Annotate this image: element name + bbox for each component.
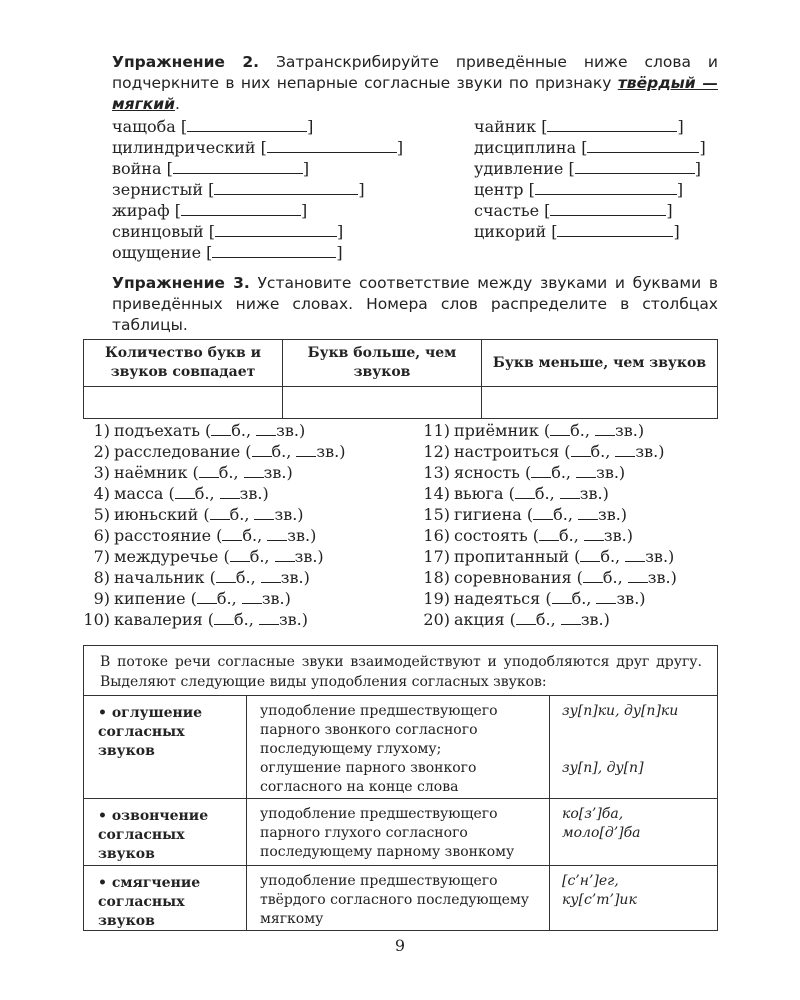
sounds-blank[interactable]	[244, 463, 264, 478]
exercise-3-table	[83, 339, 718, 419]
answer-blank[interactable]	[587, 139, 699, 153]
exercise-2-words-left	[112, 116, 403, 263]
word-item: война [ ]	[112, 159, 310, 178]
table-header: Количество букв и звуков совпадает	[84, 340, 283, 387]
exercise-3-item	[422, 588, 677, 609]
sounds-label: зв.)	[274, 505, 304, 524]
item-number: 18)	[423, 568, 450, 587]
sounds-blank[interactable]	[578, 505, 598, 520]
sounds-label: зв.)	[276, 421, 306, 440]
sounds-blank[interactable]	[615, 442, 635, 457]
letters-label: б.,	[553, 505, 578, 524]
letters-label: б.,	[216, 589, 242, 608]
word-item: ощущение [ ]	[112, 243, 343, 262]
letters-label: б.,	[590, 442, 616, 461]
item-word: расстояние (	[114, 526, 223, 545]
answer-blank[interactable]	[557, 223, 673, 237]
word-item: чайник [ ]	[474, 117, 684, 136]
assimilation-info-box	[83, 645, 718, 931]
sounds-blank[interactable]	[267, 526, 287, 541]
letters-label: б.,	[194, 484, 220, 503]
exercise-2-emphasis: твёрдый — мягкий	[112, 74, 718, 113]
sounds-blank[interactable]	[220, 484, 240, 499]
exercise-3-item	[82, 609, 345, 630]
exercise-3-item	[82, 420, 345, 441]
sounds-label: зв.)	[316, 442, 346, 461]
letters-blank[interactable]	[515, 484, 535, 499]
answer-blank[interactable]	[214, 181, 358, 195]
sounds-label: зв.)	[294, 547, 324, 566]
info-row-examples	[562, 805, 712, 843]
sounds-blank[interactable]	[561, 610, 581, 625]
exercise-3-item	[82, 462, 345, 483]
letters-blank[interactable]	[222, 526, 242, 541]
item-word: июньский (	[114, 505, 210, 524]
item-number: 16)	[423, 526, 450, 545]
word-item: счастье [ ]	[474, 201, 673, 220]
sounds-label: зв.)	[239, 484, 269, 503]
answer-blank[interactable]	[212, 244, 336, 258]
exercise-3-list-right	[422, 420, 677, 630]
item-word: гигиена (	[454, 505, 534, 524]
info-row-examples	[562, 872, 712, 910]
info-example: зу[п], ду[п]	[562, 760, 644, 776]
exercise-2-heading	[112, 52, 718, 115]
letters-label: б.,	[602, 568, 628, 587]
letters-blank[interactable]	[175, 484, 195, 499]
word-text: счастье	[474, 201, 540, 220]
info-row-name: • оглушение согласных звуков	[98, 705, 203, 759]
letters-label: б.,	[235, 568, 261, 587]
sounds-blank[interactable]	[560, 484, 580, 499]
item-word: кавалерия (	[114, 610, 215, 629]
item-number: 12)	[423, 442, 450, 461]
item-word: наёмник (	[114, 463, 199, 482]
letters-blank[interactable]	[539, 526, 559, 541]
word-item: чащоба [ ]	[112, 117, 314, 136]
item-number: 13)	[423, 463, 450, 482]
sounds-label: зв.)	[263, 463, 293, 482]
letters-blank[interactable]	[216, 568, 236, 583]
item-word: настроиться (	[454, 442, 571, 461]
item-number: 7)	[93, 547, 110, 566]
info-example: [с’н’]ег,	[562, 873, 619, 889]
item-number: 5)	[93, 505, 110, 524]
item-word: надеяться (	[454, 589, 552, 608]
exercise-3-item	[82, 567, 345, 588]
letters-label: б.,	[229, 505, 255, 524]
letters-blank[interactable]	[214, 610, 234, 625]
exercise-3-item	[82, 546, 345, 567]
item-word: ясность (	[454, 463, 532, 482]
info-row-devoicing	[84, 695, 717, 799]
item-number: 11)	[423, 421, 450, 440]
item-number: 14)	[423, 484, 450, 503]
exercise-3-item	[82, 525, 345, 546]
exercise-3-item	[422, 420, 677, 441]
sounds-label: зв.)	[596, 463, 626, 482]
letters-label: б.,	[231, 421, 257, 440]
sounds-label: зв.)	[278, 610, 308, 629]
sounds-label: зв.)	[261, 589, 291, 608]
sounds-blank[interactable]	[254, 505, 274, 520]
word-text: война	[112, 159, 162, 178]
answer-cell[interactable]	[482, 387, 718, 419]
letters-label: б.,	[242, 526, 268, 545]
exercise-2-text: Затранскрибируйте приведённые ниже слова и подчеркните в них непарные согласные звуки по признаку	[112, 53, 719, 92]
word-text: центр	[474, 180, 524, 199]
letters-label: б.,	[535, 610, 561, 629]
item-word: акция (	[454, 610, 516, 629]
sounds-label: зв.)	[635, 442, 665, 461]
letters-label: б.,	[271, 442, 297, 461]
info-row-examples	[562, 702, 712, 778]
sounds-label: зв.)	[647, 568, 677, 587]
answer-blank[interactable]	[575, 160, 695, 174]
word-item: удивление [ ]	[474, 159, 701, 178]
answer-cell[interactable]	[283, 387, 482, 419]
item-word: расследование (	[114, 442, 252, 461]
word-text: зернистый	[112, 180, 203, 199]
letters-label: б.,	[218, 463, 244, 482]
exercise-2-end: .	[174, 95, 180, 113]
answer-blank[interactable]	[181, 202, 301, 216]
info-example: моло[д’]ба	[562, 825, 641, 841]
word-text: дисциплина	[474, 138, 577, 157]
sounds-label: зв.)	[615, 421, 645, 440]
answer-blank[interactable]	[173, 160, 303, 174]
item-number: 15)	[423, 505, 450, 524]
sounds-blank[interactable]	[576, 463, 596, 478]
letters-label: б.,	[600, 547, 626, 566]
item-number: 2)	[93, 442, 110, 461]
item-number: 4)	[93, 484, 110, 503]
info-row-name: • смягчение согласных звуков	[98, 875, 201, 929]
letters-blank[interactable]	[199, 463, 219, 478]
word-item: дисциплина [ ]	[474, 138, 706, 157]
sounds-label: зв.)	[280, 568, 310, 587]
word-text: цикорий	[474, 222, 547, 241]
exercise-3-item	[422, 525, 677, 546]
word-text: чащоба	[112, 117, 176, 136]
exercise-3-item	[422, 609, 677, 630]
info-row-description: уподобление предшествующего парного глухого согласного последующему парному звонкому	[260, 806, 515, 860]
word-item: свинцовый [ ]	[112, 222, 344, 241]
letters-blank[interactable]	[210, 505, 230, 520]
word-item: центр [ ]	[474, 180, 684, 199]
sounds-label: зв.)	[645, 547, 675, 566]
answer-blank[interactable]	[547, 118, 677, 132]
item-number: 19)	[423, 589, 450, 608]
letters-blank[interactable]	[571, 442, 591, 457]
sounds-label: зв.)	[580, 610, 610, 629]
word-item: зернистый [ ]	[112, 180, 365, 199]
exercise-3-item	[422, 462, 677, 483]
item-number: 1)	[93, 421, 110, 440]
word-text: удивление	[474, 159, 564, 178]
answer-blank[interactable]	[550, 202, 666, 216]
letters-blank[interactable]	[550, 421, 570, 436]
sounds-blank[interactable]	[628, 568, 648, 583]
letters-blank[interactable]	[533, 505, 553, 520]
sounds-blank[interactable]	[595, 421, 615, 436]
exercise-3-item	[422, 567, 677, 588]
sounds-label: зв.)	[287, 526, 317, 545]
sounds-label: зв.)	[597, 505, 628, 524]
sounds-label: зв.)	[603, 526, 633, 545]
exercise-3-item	[422, 441, 677, 462]
letters-blank[interactable]	[583, 568, 603, 583]
item-number: 9)	[93, 589, 110, 608]
answer-cell[interactable]	[84, 387, 283, 419]
word-item: жираф [ ]	[112, 201, 308, 220]
letters-blank[interactable]	[211, 421, 231, 436]
letters-label: б.,	[571, 589, 597, 608]
info-row-name: • озвончение согласных звуков	[98, 808, 209, 862]
exercise-3-item	[82, 504, 345, 525]
info-row-voicing	[84, 798, 717, 866]
exercise-3-item	[422, 483, 677, 504]
item-number: 8)	[93, 568, 110, 587]
sounds-blank[interactable]	[584, 526, 604, 541]
answer-blank[interactable]	[535, 181, 677, 195]
table-header: Букв меньше, чем звуков	[482, 340, 718, 387]
exercise-3-item	[422, 504, 677, 525]
sounds-blank[interactable]	[625, 547, 645, 562]
item-word: подъехать (	[114, 421, 212, 440]
letters-blank[interactable]	[531, 463, 551, 478]
exercise-3-heading	[112, 273, 718, 336]
exercise-3-item	[422, 546, 677, 567]
item-number: 20)	[423, 610, 450, 629]
word-text: чайник	[474, 117, 537, 136]
item-word: пропитанный (	[454, 547, 581, 566]
info-row-palatalization	[84, 865, 717, 931]
sounds-blank[interactable]	[275, 547, 295, 562]
sounds-blank[interactable]	[242, 589, 262, 604]
exercise-3-title: Упражнение 3.	[112, 274, 250, 292]
item-word: междуречье (	[114, 547, 230, 566]
info-row-description	[260, 702, 542, 797]
item-word: начальник (	[114, 568, 216, 587]
sounds-label: зв.)	[616, 589, 646, 608]
letters-blank[interactable]	[580, 547, 600, 562]
sounds-blank[interactable]	[261, 568, 281, 583]
exercise-3-item	[82, 483, 345, 504]
sounds-blank[interactable]	[259, 610, 279, 625]
answer-blank[interactable]	[215, 223, 337, 237]
exercise-3-item	[82, 588, 345, 609]
answer-blank[interactable]	[267, 139, 397, 153]
info-example: ко[з’]ба,	[562, 806, 624, 822]
letters-label: б.,	[551, 463, 577, 482]
item-word: вьюга (	[454, 484, 515, 503]
word-item: цилиндрический [ ]	[112, 138, 404, 157]
letters-label: б.,	[249, 547, 275, 566]
item-word: приёмник (	[454, 421, 551, 440]
answer-blank[interactable]	[187, 118, 307, 132]
letters-blank[interactable]	[516, 610, 536, 625]
letters-label: б.,	[570, 421, 596, 440]
exercise-3-list-left	[82, 420, 345, 630]
item-number: 3)	[93, 463, 110, 482]
info-example: зу[п]ки, ду[п]ки	[562, 703, 679, 719]
item-word: соревнования (	[454, 568, 583, 587]
item-word: кипение (	[114, 589, 197, 608]
exercise-3-text: Установите соответствие между звуками и буквами в приведённых ниже словах. Номера слов распределите в столбцах таблицы.	[112, 274, 718, 334]
word-text: жираф	[112, 201, 170, 220]
letters-blank[interactable]	[197, 589, 217, 604]
item-number: 6)	[93, 526, 110, 545]
letters-label: б.,	[559, 526, 584, 545]
letters-label: б.,	[534, 484, 560, 503]
letters-blank[interactable]	[552, 589, 572, 604]
item-word: состоять (	[454, 526, 540, 545]
sounds-blank[interactable]	[596, 589, 616, 604]
info-description-line: оглушение парного звонкого согласного на конце слова	[260, 760, 477, 795]
letters-blank[interactable]	[252, 442, 272, 457]
table-header: Букв больше, чем звуков	[283, 340, 482, 387]
info-row-description: уподобление предшествующего твёрдого согласного последующему мягкому	[260, 873, 530, 927]
word-text: ощущение	[112, 243, 202, 262]
page-number: 9	[394, 936, 406, 955]
item-number: 10)	[83, 610, 110, 629]
word-text: свинцовый	[112, 222, 204, 241]
letters-label: б.,	[234, 610, 259, 629]
exercise-3-item	[82, 441, 345, 462]
sounds-blank[interactable]	[256, 421, 276, 436]
letters-blank[interactable]	[230, 547, 250, 562]
item-word: масса (	[114, 484, 175, 503]
item-number: 17)	[423, 547, 450, 566]
exercise-2-title: Упражнение 2.	[112, 53, 260, 71]
word-item: цикорий [ ]	[474, 222, 680, 241]
word-text: цилиндрический	[112, 138, 256, 157]
sounds-label: зв.)	[579, 484, 609, 503]
exercise-2-words-right	[474, 116, 706, 242]
info-intro: В потоке речи согласные звуки взаимодействуют и уподобляются друг другу. Выделяют следующие виды уподобления согласных звуков:	[100, 654, 702, 690]
info-example: ку[с’т’]ик	[562, 892, 637, 908]
sounds-blank[interactable]	[296, 442, 316, 457]
info-description-line: уподобление предшествующего парного звонкого согласного последующему глухому;	[260, 703, 498, 757]
